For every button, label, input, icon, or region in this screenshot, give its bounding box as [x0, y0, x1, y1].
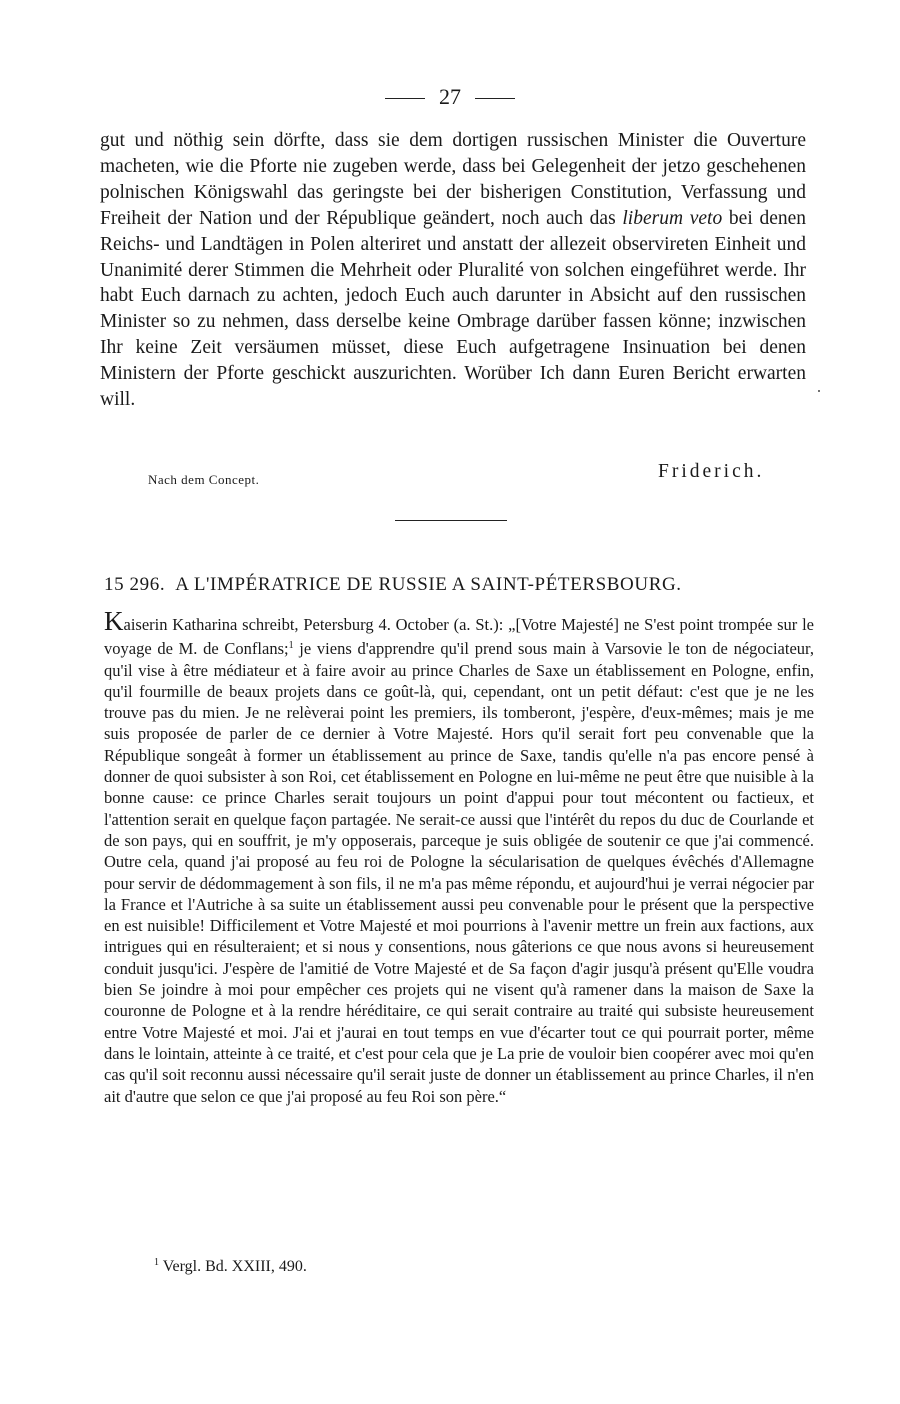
footnote-marker: 1	[154, 1257, 159, 1268]
letter-body	[104, 608, 814, 1107]
page-header	[0, 84, 900, 110]
header-dash-right	[475, 98, 515, 99]
print-speck	[818, 390, 820, 392]
upper-text-italic: liberum veto	[622, 207, 723, 229]
page-number: 27	[439, 84, 461, 109]
drop-cap: K	[104, 606, 124, 636]
footnote	[154, 1257, 307, 1276]
upper-paragraph	[100, 128, 806, 413]
header-dash-left	[385, 98, 425, 99]
letter-intro: aiserin Katharina schreibt, Petersburg 4. October (a. St.): „[Votre Majesté] ne S'est point trompée sur le voyage de M. de Conflans;	[104, 615, 814, 659]
letter-text: je viens d'apprendre qu'il prend sous main à Varsovie le ton de négociateur, qu'il vise à être médiateur et à faire avoir au prince Charles de Saxe un établissement en Pologne, enfin, qu'il fourmille de beaux projets dans ce goût-là, qui, cependant, ont un petit défaut: c'est que je ne les trouve pas du mien. Je ne relèverai point les premiers, ils tomberont, j'espère, d'eux-mêmes; mais je me suis proposée de parler de ce dernier à Votre Majesté. Hors qu'il serait fort peu convenable que la République songeât à former un établissement au prince de Saxe, tandis qu'elle n'a pas encore pensé à donner de quoi subsister à son Roi, cet établissement en Pologne en lui-même ne peut être que nuisible à la bonne cause: ce prince Charles serait toujours un point d'appui pour tout mécontent ou factieux, et l'attention serait en quelque façon partagée. Ne serait-ce aussi que l'intérêt du repos du duc de Courlande et de son pays, qui en souffrit, je m'y opposerais, parceque je suis obligée de soutenir ce que j'ai commencé. Outre cela, quand j'ai proposé au feu roi de Pologne la sécularisation de quelques évêchés d'Allemagne pour servir de dédommagement à son fils, il ne m'a pas même répondu, et aujourd'hui je verrai négocier par la France et l'Autriche à sa suite un établissement aussi peu convenable pour le présent que la perspective en est nuisible! Difficilement et Votre Majesté et moi pourrions à l'avenir mettre un frein aux factions, aux intrigues qui en résulteraient; et si nous y consentions, nous gâterions ce que nous avons si heureusement conduit jusqu'ici. J'espère de l'amitié de Votre Majesté et de Sa façon d'agir jusqu'à présent qu'Elle voudra bien Se joindre à moi pour empêcher ces projets qui ne visent qu'à ramener dans la maison de Saxe la couronne de Pologne et à la rendre héréditaire, ce qui serait contraire au traité qui subsiste heureusement entre Votre Majesté et moi. J'ai et j'aurai en tout temps en vue d'écarter tout ce qui pourrait porter, même dans le lointain, atteinte à ce traité, et c'est pour cela que je La prie de vouloir bien coopérer avec moi qu'en cas qu'il soit reconnu aussi nécessaire qu'il serait juste de donner un établissement au prince Charles, il n'en ait d'autre que selon ce que j'ai proposé au feu Roi son père.“	[104, 639, 814, 1106]
section-title	[104, 574, 814, 596]
upper-text-part2: bei denen Reichs- und Landtägen in Polen alteriret und anstatt der allezeit observireten Einheit und Unanimité derer Stimmen die Mehrheit oder Pluralité von solchen eingeführet werde. Ihr habt Euch darnach zu achten, jedoch Euch auch darunter in Absicht auf den russischen Minister so zu nehmen, dass derselbe keine Ombrage darüber fassen könne; inzwischen Ihr keine Zeit versäumen müsset, diese Euch aufgetragene Insinuation bei denen Ministern der Pforte geschickt auszurichten. Worüber Ich dann Euren Bericht erwarten will.	[100, 207, 806, 411]
section-divider	[395, 520, 507, 521]
concept-note: Nach dem Concept.	[148, 472, 260, 487]
signature: Friderich.	[658, 461, 765, 482]
upper-text-part1: gut und nöthig sein dörfte, dass sie dem dortigen russischen Minister die Ouverture macheten, wie die Pforte nie zugeben werde, dass bei Gelegenheit der jetzo geschehenen polnischen Königswahl das geringste bei der bisherigen Constitution, Verfassung und Freiheit der Nation und der République geändert, noch auch das	[100, 130, 806, 229]
footnote-text: Vergl. Bd. XXIII, 490.	[162, 1258, 307, 1275]
footnote-reference: 1	[288, 640, 294, 652]
section-heading: A L'IMPÉRATRICE DE RUSSIE A SAINT-PÉTERSBOURG.	[175, 574, 682, 595]
section-number: 15 296.	[104, 574, 166, 595]
